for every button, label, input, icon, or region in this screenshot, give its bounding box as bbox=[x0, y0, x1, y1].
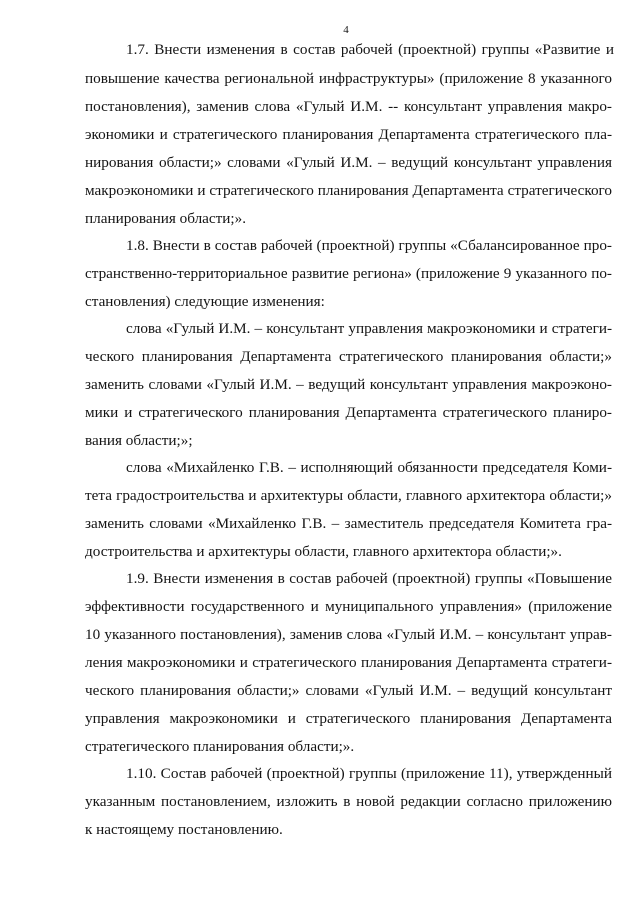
text-line: слова «Гулый И.М. – консультант управления макроэкономики и стратеги- bbox=[126, 320, 612, 337]
text-line: мики и стратегического планирования Департамента стратегического планиро- bbox=[85, 404, 612, 421]
text-line: стратегического планирования области;». bbox=[85, 738, 355, 755]
text-line: 10 указанного постановления), заменив слова «Гулый И.М. – консультант управ- bbox=[85, 626, 612, 643]
text-line: экономики и стратегического планирования Департамента стратегического пла- bbox=[85, 126, 612, 143]
text-line: вания области;»; bbox=[85, 432, 193, 449]
text-line: к настоящему постановлению. bbox=[85, 821, 283, 838]
text-line: ческого планирования области;» словами «Гулый И.М. – ведущий консультант bbox=[85, 682, 612, 699]
text-line: ления макроэкономики и стратегического планирования Департамента стратеги- bbox=[85, 654, 612, 671]
text-line: эффективности государственного и муниципального управления» (приложение bbox=[85, 598, 612, 615]
text-line: нирования области;» словами «Гулый И.М. – ведущий консультант управления bbox=[85, 154, 612, 171]
text-line: заменить словами «Михайленко Г.В. – заместитель председателя Комитета гра- bbox=[85, 515, 612, 532]
text-line: указанным постановлением, изложить в новой редакции согласно приложению bbox=[85, 793, 612, 810]
text-line: 1.8. Внести в состав рабочей (проектной) группы «Сбалансированное про- bbox=[126, 237, 612, 254]
text-line: становления) следующие изменения: bbox=[85, 293, 325, 310]
text-line: повышение качества региональной инфраструктуры» (приложение 8 указанного bbox=[85, 70, 612, 87]
text-line: 1.10. Состав рабочей (проектной) группы (приложение 11), утвержденный bbox=[126, 765, 612, 782]
text-line: 1.9. Внести изменения в состав рабочей (проектной) группы «Повышение bbox=[126, 570, 612, 587]
text-line: планирования области;». bbox=[85, 210, 247, 227]
text-line: заменить словами «Гулый И.М. – ведущий консультант управления макроэконо- bbox=[85, 376, 612, 393]
text-line: слова «Михайленко Г.В. – исполняющий обязанности председателя Коми- bbox=[126, 459, 612, 476]
page-number: 4 bbox=[343, 24, 349, 36]
text-line: макроэкономики и стратегического планирования Департамента стратегического bbox=[85, 182, 612, 199]
text-line: тета градостроительства и архитектуры области, главного архитектора области;» bbox=[85, 487, 612, 504]
text-line: ческого планирования Департамента стратегического планирования области;» bbox=[85, 348, 612, 365]
text-line: странственно-территориальное развитие региона» (приложение 9 указанного по- bbox=[85, 265, 612, 282]
text-line: достроительства и архитектуры области, главного архитектора области;». bbox=[85, 543, 562, 560]
text-line: 1.7. Внести изменения в состав рабочей (проектной) группы «Развитие и bbox=[126, 41, 614, 58]
text-line: постановления), заменив слова «Гулый И.М. -- консультант управления макро- bbox=[85, 98, 612, 115]
text-line: управления макроэкономики и стратегического планирования Департамента bbox=[85, 710, 612, 727]
